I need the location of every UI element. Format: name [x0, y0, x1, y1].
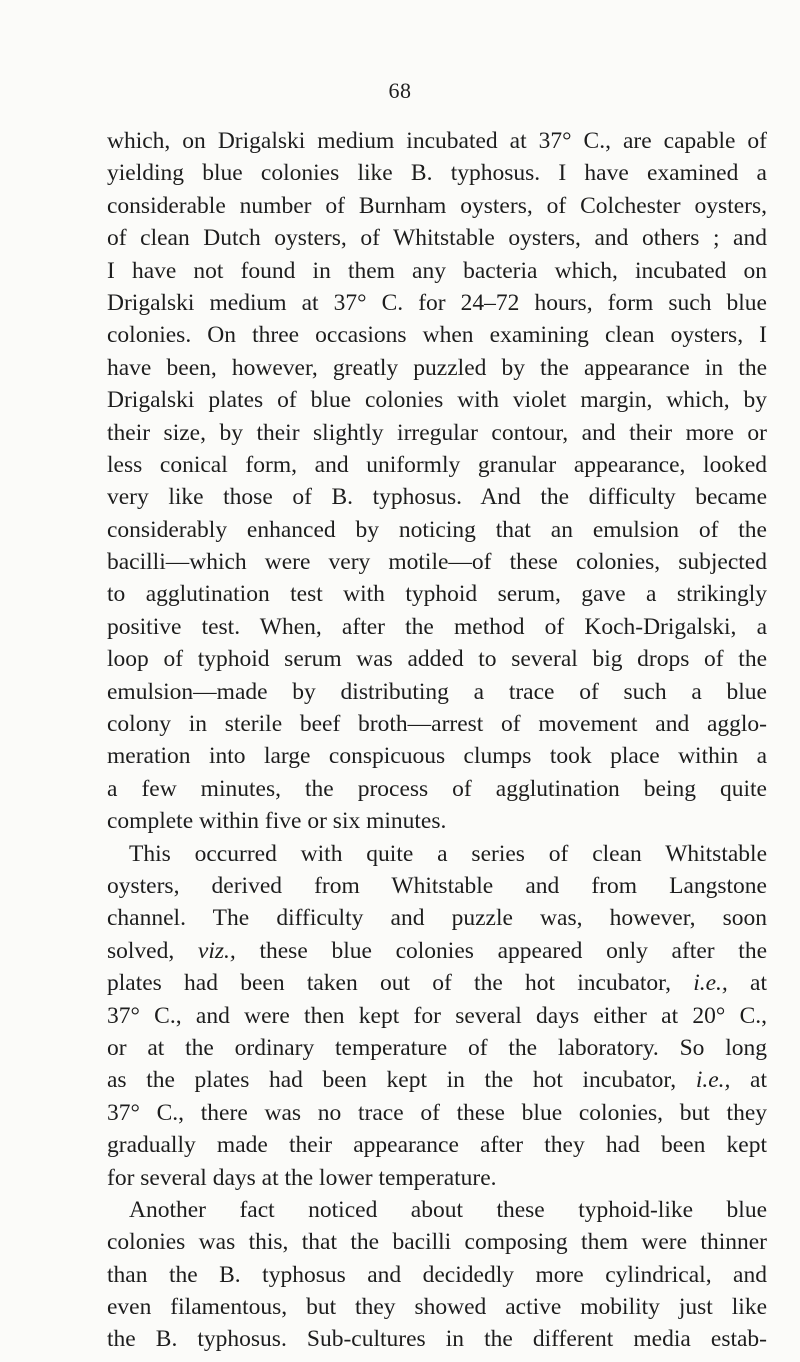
text-line: which, on Drigalski medium incubated at 37° C., are capable of: [107, 128, 767, 154]
italic-abbreviation: i.e.,: [695, 1067, 731, 1094]
page-number: 68: [388, 78, 412, 103]
text-line: I have not found in them any bacteria which, incubated on: [107, 257, 767, 284]
line-text: solved,: [107, 937, 198, 964]
text-line: to agglutination test with typhoid serum, gave a strikingly: [107, 581, 767, 608]
text-line: loop of typhoid serum was added to several big drops of the: [107, 646, 767, 673]
text-line: colonies was this, that the bacilli composing them were thinner: [107, 1229, 767, 1256]
text-line: very like those of B. typhosus. And the difficulty became: [107, 484, 767, 511]
italic-abbreviation: i.e.,: [693, 970, 728, 997]
text-line: [107, 1064, 767, 1096]
text-line: Another fact noticed about these typhoid-like blue: [129, 1196, 767, 1223]
line-text: as the plates had been kept in the hot incubator,: [107, 1067, 696, 1094]
text-line: than the B. typhosus and decidedly more cylindrical, and: [107, 1261, 767, 1288]
text-line: even filamentous, but they showed active mobility just like: [107, 1294, 767, 1321]
text-line: colony in sterile beef broth—arrest of movement and agglo-: [107, 711, 767, 738]
text-line: colonies. On three occasions when examining clean oysters, I: [107, 322, 767, 349]
italic-abbreviation: viz.,: [197, 937, 236, 964]
text-line: gradually made their appearance after they had been kept: [107, 1132, 767, 1159]
text-line: less conical form, and uniformly granular appearance, looked: [107, 451, 767, 478]
text-line: emulsion—made by distributing a trace of such a blue: [107, 678, 767, 705]
text-line: of clean Dutch oysters, of Whitstable oysters, and others ; and: [107, 225, 767, 252]
text-line: meration into large conspicuous clumps took place within a: [107, 743, 767, 770]
body-text: [107, 125, 767, 1356]
text-line: [107, 935, 767, 967]
text-line: for several days at the lower temperature.: [107, 1164, 497, 1191]
text-line: or at the ordinary temperature of the laboratory. So long: [107, 1034, 767, 1061]
text-line: channel. The difficulty and puzzle was, however, soon: [107, 905, 767, 932]
text-line: bacilli—which were very motile—of these colonies, subjected: [107, 549, 767, 576]
text-line: yielding blue colonies like B. typhosus. I have examined a: [107, 160, 767, 187]
text-line: considerable number of Burnham oysters, of Colchester oysters,: [107, 192, 767, 219]
text-line: considerably enhanced by noticing that an emulsion of the: [107, 516, 767, 543]
text-line: This occurred with quite a series of clean Whitstable: [129, 840, 767, 867]
text-line: the B. typhosus. Sub-cultures in the different media estab-: [107, 1326, 767, 1353]
text-line: oysters, derived from Whitstable and from Langstone: [107, 872, 767, 899]
line-text: plates had been taken out of the hot incubator,: [107, 970, 694, 997]
line-text: at: [727, 970, 767, 997]
text-line: complete within five or six minutes.: [107, 808, 447, 835]
text-line: Drigalski plates of blue colonies with violet margin, which, by: [107, 387, 767, 414]
text-line: 37° C., and were then kept for several days either at 20° C.,: [107, 1002, 767, 1029]
text-line: a few minutes, the process of agglutination being quite: [107, 775, 767, 802]
text-line: Drigalski medium at 37° C. for 24–72 hours, form such blue: [107, 289, 767, 316]
text-line: positive test. When, after the method of Koch-Drigalski, a: [107, 613, 767, 640]
line-text: these blue colonies appeared only after the: [235, 937, 767, 964]
text-line: their size, by their slightly irregular contour, and their more or: [107, 419, 767, 446]
line-text: at: [730, 1067, 767, 1094]
text-line: [107, 967, 767, 999]
text-line: have been, however, greatly puzzled by the appearance in the: [107, 354, 767, 381]
text-line: 37° C., there was no trace of these blue colonies, but they: [107, 1099, 767, 1126]
